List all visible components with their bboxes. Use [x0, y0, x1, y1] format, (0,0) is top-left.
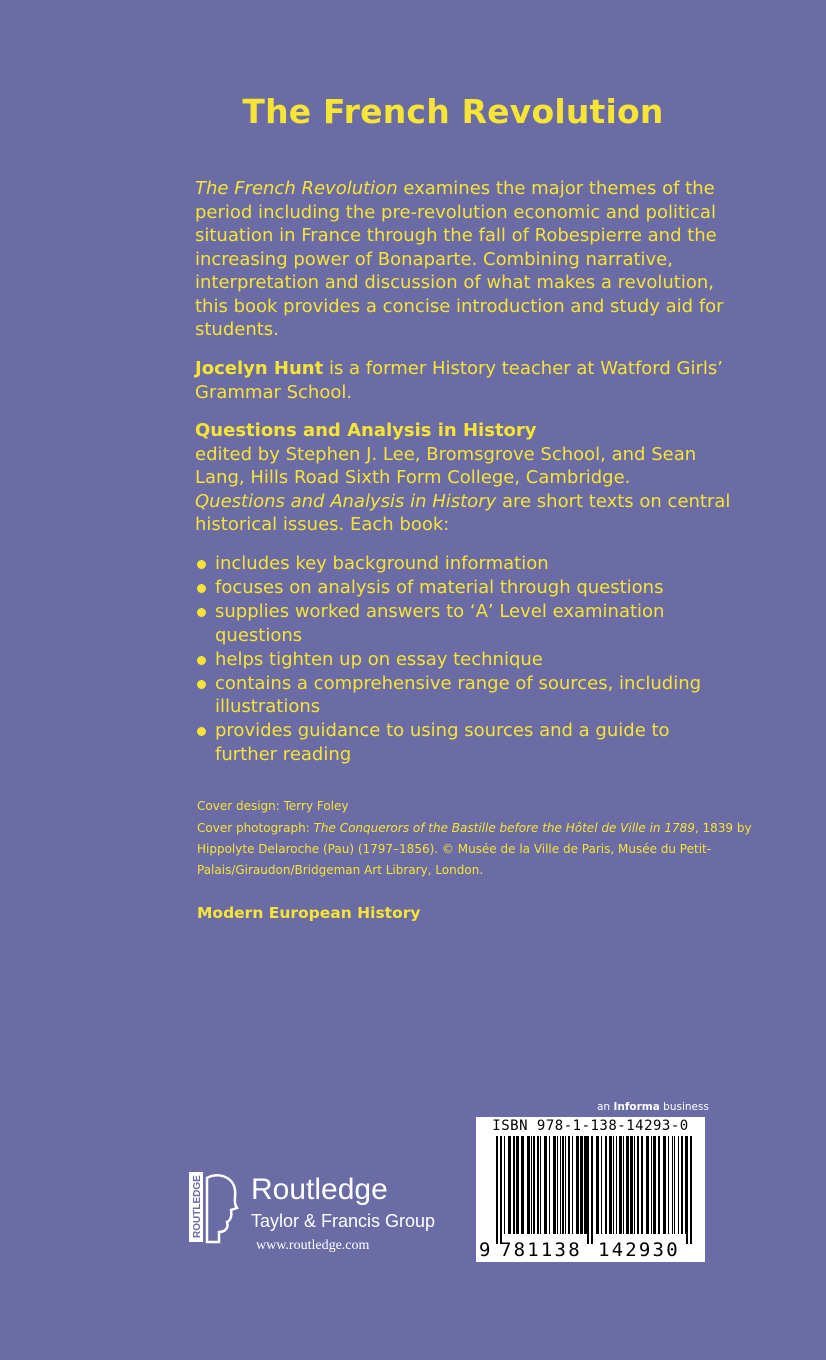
publisher-group: Taylor & Francis Group: [251, 1211, 436, 1231]
barcode-bar: [626, 1136, 629, 1234]
author-description: is a former History teacher at Watford Girls’ Grammar School.: [195, 358, 723, 403]
photo-credit-prefix: Cover photograph:: [197, 821, 314, 835]
book-title: The French Revolution: [242, 92, 664, 131]
barcode-bar: [540, 1136, 541, 1234]
barcode-bar: [560, 1136, 561, 1234]
photo-credit-rest: , 1839 by Hippolyte Delaroche (Pau) (1797–1856). © Musée de la Ville de Paris, Musée du Petit-Palais/Giraudon/Bridgeman Art Library, London.: [197, 821, 752, 877]
barcode-bar: [549, 1136, 550, 1234]
list-item: supplies worked answers to ‘A’ Level examination questions: [195, 600, 735, 647]
barcode-guard-bar: [587, 1136, 589, 1244]
photo-credit-title: The Conquerors of the Bastille before the Hôtel de Ville in 1789: [313, 821, 695, 835]
cover-design-credit: Cover design: Terry Foley: [197, 799, 349, 813]
blurb-title: The French Revolution: [195, 178, 398, 199]
logo-vertical-text: ROUTLEDGE: [192, 1175, 203, 1238]
barcode-bar: [527, 1136, 530, 1234]
barcode-bar: [685, 1136, 686, 1234]
informa-name: Informa: [613, 1101, 660, 1113]
barcode-bar: [616, 1136, 617, 1234]
barcode-bar: [572, 1136, 573, 1234]
cover-photo-credit: [197, 818, 757, 881]
barcode-bar: [678, 1136, 679, 1234]
features-list: [195, 552, 735, 767]
barcode-bar: [601, 1136, 602, 1234]
barcode-bar: [537, 1136, 539, 1234]
barcode-bar: [674, 1136, 675, 1234]
barcode-bar: [516, 1136, 519, 1234]
barcode-bar: [668, 1136, 669, 1234]
barcode-bar: [531, 1136, 532, 1234]
barcode-bar: [533, 1136, 535, 1234]
barcode-bar: [613, 1136, 614, 1234]
barcode-bar: [663, 1136, 666, 1234]
informa-tagline: [597, 1101, 709, 1113]
isbn-barcode: [476, 1117, 705, 1262]
book-blurb: [195, 177, 735, 342]
list-item: helps tighten up on essay technique: [195, 648, 735, 672]
publisher-name: Routledge: [251, 1173, 388, 1206]
barcode-bar: [609, 1136, 612, 1234]
barcode-bar: [658, 1136, 660, 1234]
series-description: are short texts on central historical issues. Each book:: [195, 490, 731, 535]
barcode-bar: [521, 1136, 524, 1234]
barcode-bar: [513, 1136, 515, 1234]
series-editors: edited by Stephen J. Lee, Bromsgrove School, and Sean Lang, Hills Road Sixth Form College, Cambridge.: [195, 443, 697, 488]
barcode-guard-bar: [496, 1136, 498, 1244]
author-bio: [195, 357, 735, 404]
list-item: provides guidance to using sources and a guide to further reading: [195, 719, 735, 766]
barcode-bar: [630, 1136, 633, 1234]
barcode-guard-bar: [690, 1136, 692, 1244]
series-name: Questions and Analysis in History: [195, 420, 537, 441]
routledge-head-icon: [189, 1172, 245, 1252]
barcode-bar: [562, 1136, 564, 1234]
barcode-bar: [623, 1136, 624, 1234]
barcode-digits-right: 142930: [598, 1239, 680, 1261]
routledge-logo: [189, 1172, 449, 1262]
barcode-bar: [596, 1136, 599, 1234]
author-name: Jocelyn Hunt: [195, 358, 324, 379]
publisher-url: www.routledge.com: [256, 1238, 370, 1253]
barcode-bar: [544, 1136, 547, 1234]
barcode-bar: [653, 1136, 656, 1234]
barcode-bar: [553, 1136, 556, 1234]
barcode-bar: [619, 1136, 622, 1234]
list-item: contains a comprehensive range of sources, including illustrations: [195, 672, 735, 719]
barcode-bar: [634, 1136, 635, 1234]
barcode-bar: [641, 1136, 643, 1234]
barcode-bar: [504, 1136, 505, 1234]
informa-suffix: business: [659, 1101, 709, 1113]
barcode-digits-left: 781138: [500, 1239, 582, 1261]
barcode-bar: [557, 1136, 558, 1234]
subject-category: Modern European History: [197, 904, 421, 922]
barcode-bar: [651, 1136, 652, 1234]
barcode-bar: [672, 1136, 673, 1234]
barcode-bar: [580, 1136, 583, 1234]
list-item: includes key background information: [195, 552, 735, 576]
series-info: [195, 419, 735, 537]
barcode-bars: [486, 1136, 698, 1244]
barcode-bar: [508, 1136, 511, 1234]
barcode-bar: [584, 1136, 587, 1234]
blurb-text: examines the major themes of the period including the pre-revolution economic and political situation in France through the fall of Robespierre and the increasing power of Bonaparte. Combining narrative, interpretation and discussion of what makes a revolution, this book provides a concise introduction and study aid for students.: [195, 178, 724, 340]
list-item: focuses on analysis of material through questions: [195, 576, 735, 600]
informa-prefix: an: [597, 1101, 614, 1113]
barcode-bar: [568, 1136, 570, 1234]
isbn-label: ISBN 978-1-138-14293-0: [492, 1118, 689, 1134]
barcode-bar: [681, 1136, 683, 1234]
barcode-bar: [565, 1136, 566, 1234]
barcode-bar: [576, 1136, 579, 1234]
barcode-guard-bar: [686, 1136, 688, 1244]
barcode-bar: [605, 1136, 607, 1234]
barcode-digit-first: 9: [479, 1239, 491, 1261]
barcode-guard-bar: [591, 1136, 593, 1244]
barcode-bar: [646, 1136, 649, 1234]
barcode-guard-bar: [500, 1136, 502, 1244]
series-name-italic: Questions and Analysis in History: [195, 490, 497, 512]
barcode-bar: [637, 1136, 639, 1234]
